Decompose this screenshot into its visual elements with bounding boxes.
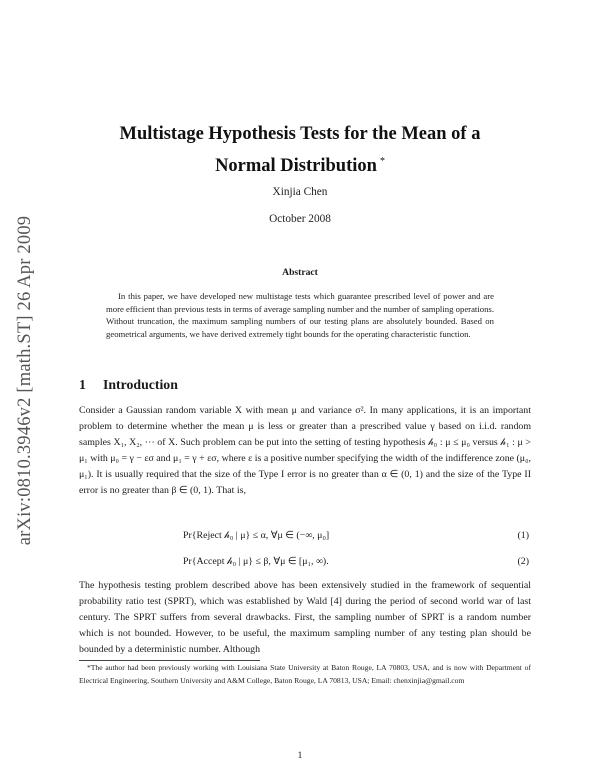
equation-2-number: (2) — [517, 556, 529, 567]
equation-1 — [79, 530, 531, 546]
arxiv-stamp — [10, 180, 42, 580]
section-title: Introduction — [103, 377, 178, 392]
equation-1-expression: Pr{Reject 𝒽₀ | μ} ≤ α, ∀μ ∈ (−∞, μ₀] — [183, 530, 330, 541]
intro-paragraph: Consider a Gaussian random variable X with mean μ and variance σ². In many applications, it is an important problem to determine whether the mean μ is less or greater than a prescribed value γ based on i.i.d. random samples X₁, X₂, ⋯ of X. Such problem can be put into the setting of testing hypothesis 𝒽₀ : μ ≤ μ₀ versus 𝒽₁ : μ > μ₁ with μ₀ = γ − εσ and μ₁ = γ + εσ, where ε is a positive number specifying the width of the indifference zone (μ₀, μ₁). It is usually required that the size of the Type I error is no greater than α ∈ (0, 1) and the size of the Type II error is no greater than β ∈ (0, 1). That is, — [79, 405, 531, 496]
date: October 2008 — [269, 213, 331, 225]
footnote: *The author had been previously working with Louisiana State University at Baton Rouge, LA 70803, USA, and is now with Department of Electrical Engineering, Southern University and A&M College, Baton Rouge, LA 70813, USA; Email: chenxinjia@gmail.com — [79, 663, 531, 685]
title-line-1: Multistage Hypothesis Tests for the Mean of a — [119, 124, 481, 144]
second-paragraph: The hypothesis testing problem described above has been extensively studied in the framework of sequential probability ratio test (SPRT), which was established by Wald [4] during the period of second world war of last century. The SPRT suffers from several drawbacks. First, the sampling number of SPRT is a random number which is not bounded. However, to be useful, the maximum sampling number of any testing plan should be bounded by a deterministic number. Although — [79, 580, 531, 655]
equation-2-expression: Pr{Accept 𝒽₀ | μ} ≤ β, ∀μ ∈ [μ₁, ∞). — [183, 556, 329, 567]
equation-1-number: (1) — [517, 530, 529, 541]
title-line-2-text: Normal Distribution — [215, 156, 377, 176]
footnote-rule — [79, 660, 260, 661]
author: Xinjia Chen — [272, 186, 328, 198]
arxiv-stamp-text: arXiv:0810.3946v2 [math.ST] 26 Apr 2009 — [15, 215, 36, 545]
paper-title — [80, 121, 520, 180]
equation-2 — [79, 556, 531, 572]
title-footnote-mark: * — [379, 156, 385, 167]
page-number: 1 — [297, 750, 303, 761]
abstract-text: In this paper, we have developed new multistage tests which guarantee prescribed level of power and are more efficient than previous tests in terms of average sampling number and the number of sampling operations. Without truncation, the maximum sampling numbers of our testing plans are absolutely bounded. Based on geometrical arguments, we have derived extremely tight bounds for the operating characteristic function. — [106, 291, 494, 340]
title-line-2 — [80, 148, 520, 180]
abstract-heading: Abstract — [282, 267, 318, 278]
section-number: 1 — [79, 377, 86, 392]
section-heading — [79, 377, 178, 393]
